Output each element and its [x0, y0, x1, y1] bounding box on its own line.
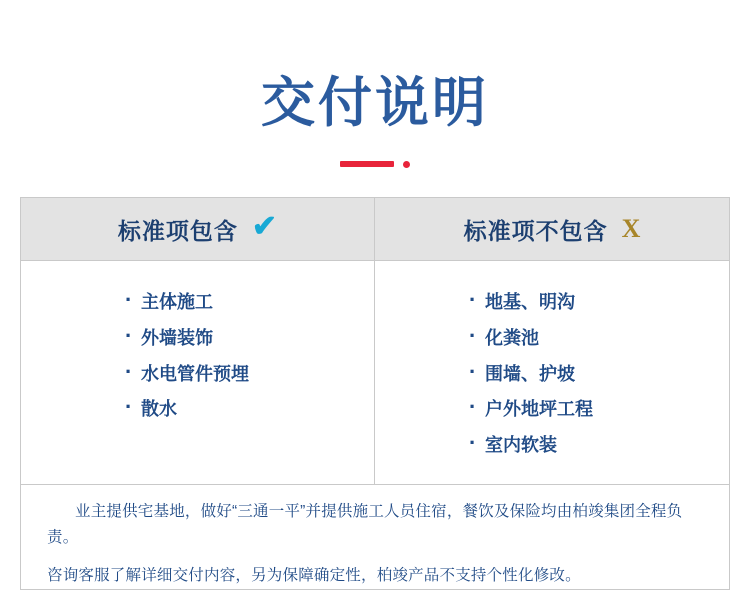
table-body-row [21, 261, 729, 484]
included-list [125, 283, 374, 426]
list-item: · 地基、明沟 [469, 283, 729, 319]
list-item: · 水电管件预埋 [125, 355, 374, 391]
table-header-row [21, 198, 729, 261]
notes-section [21, 485, 729, 589]
page-title: 交付说明 [261, 73, 489, 133]
note-owner-responsibilities: 业主提供宅基地，做好“三通一平”并提供施工人员住宿，餐饮及保险均由柏竣集团全程负责。 [47, 502, 683, 546]
list-item: · 围墙、护坡 [469, 355, 729, 391]
table-cell-included [21, 261, 375, 483]
list-item: · 化粪池 [469, 319, 729, 355]
delivery-scope-table [20, 197, 730, 589]
list-item: · 户外地坪工程 [469, 390, 729, 426]
table-cell-excluded [375, 261, 729, 483]
list-item: · 室内软装 [469, 426, 729, 462]
table-header-excluded [375, 198, 729, 260]
list-item: · 主体施工 [125, 283, 374, 319]
check-icon: ✔ [251, 210, 278, 244]
table-header-included-label: 标准项包含 [117, 217, 238, 244]
ornament-dot-icon [403, 161, 410, 168]
note-customer-service: 咨询客服了解详细交付内容，另为保障确定性，柏竣产品不支持个性化修改。 [47, 566, 581, 584]
excluded-list [469, 283, 729, 461]
table-header-included [21, 198, 375, 260]
list-item: · 散水 [125, 390, 374, 426]
x-icon: X [621, 214, 641, 244]
table-header-excluded-label: 标准项不包含 [463, 217, 608, 244]
divider-ornament [0, 157, 750, 171]
list-item: · 外墙装饰 [125, 319, 374, 355]
ornament-bar-icon [340, 161, 394, 167]
title-block [0, 0, 750, 133]
